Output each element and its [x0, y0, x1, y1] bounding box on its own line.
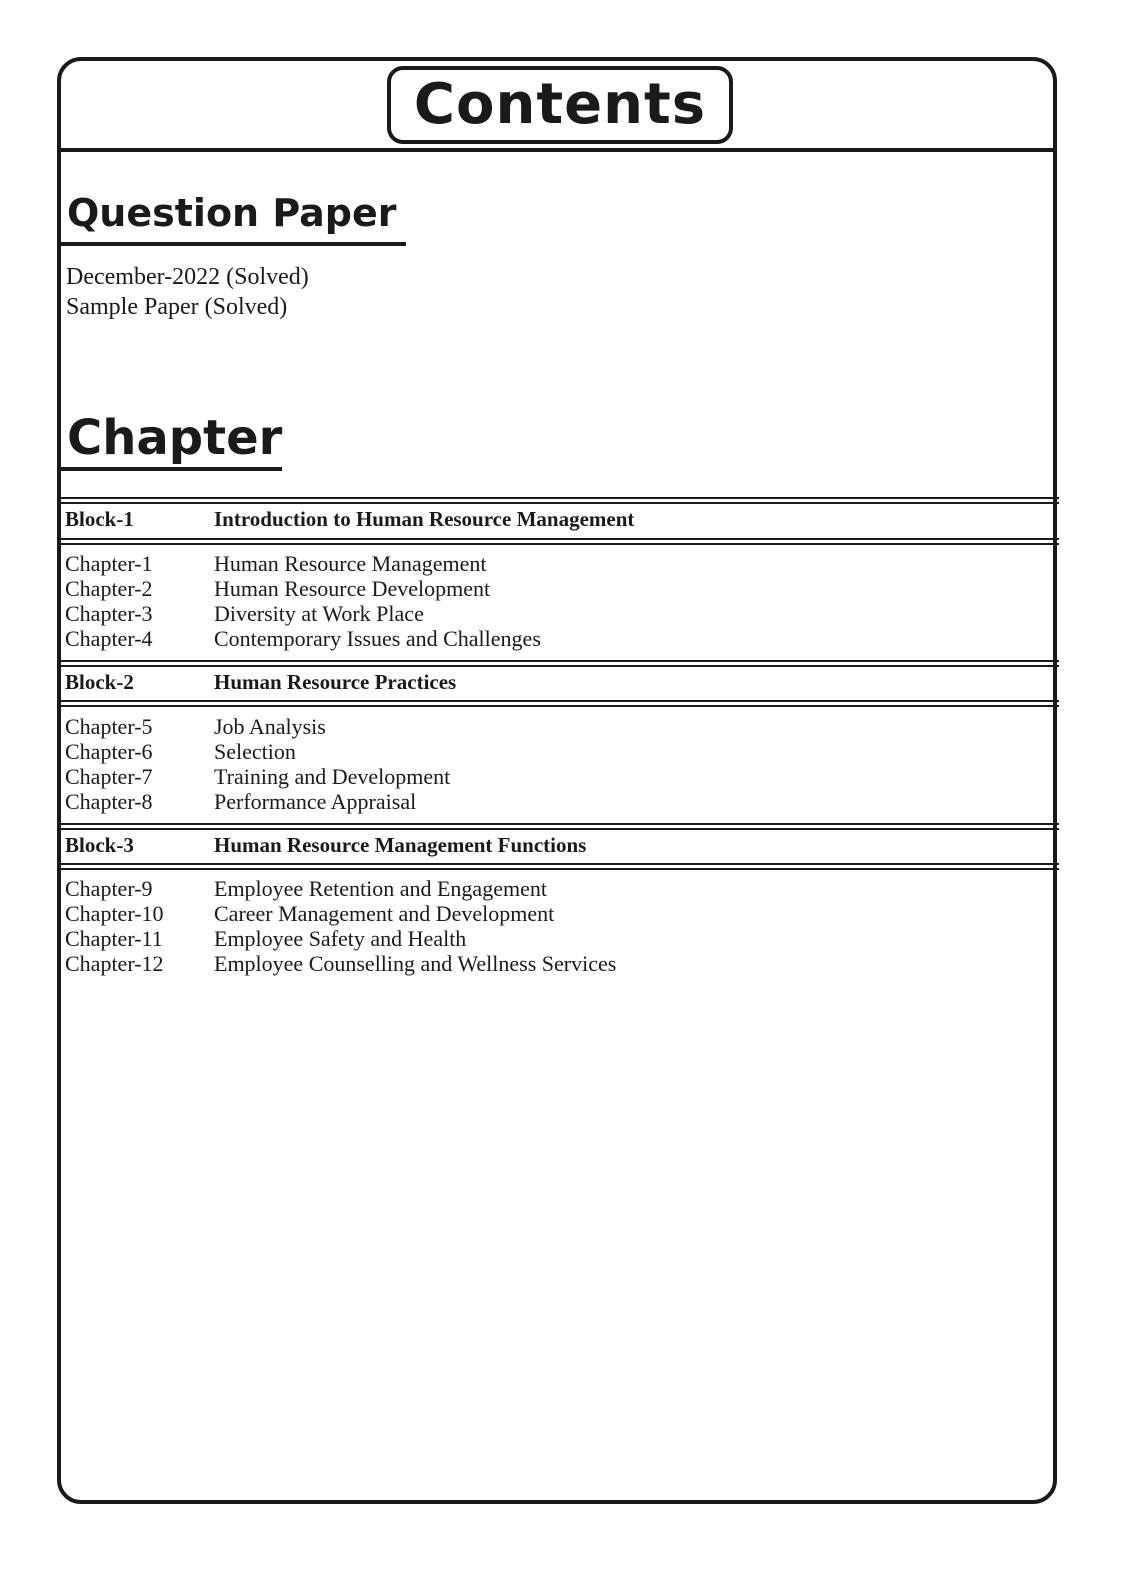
chapter-row[interactable] — [65, 576, 1055, 601]
chapter-underline — [61, 467, 282, 471]
chapter-row[interactable] — [65, 601, 1055, 626]
block-title: Introduction to Human Resource Management — [214, 507, 635, 531]
block-3-row[interactable] — [65, 830, 1055, 860]
chapter-title: Training and Development — [214, 764, 451, 789]
chapter-label: Chapter-9 — [65, 876, 153, 901]
chapter-row[interactable] — [65, 876, 1055, 901]
chapter-row[interactable] — [65, 926, 1055, 951]
block-divider — [61, 700, 1059, 707]
chapter-row[interactable] — [65, 789, 1055, 814]
chapter-label: Chapter-1 — [65, 551, 153, 576]
chapter-label: Chapter-5 — [65, 714, 153, 739]
block-title: Human Resource Practices — [214, 670, 457, 694]
block-2-row[interactable] — [65, 667, 1055, 697]
chapter-title: Employee Safety and Health — [214, 926, 467, 951]
chapter-row[interactable] — [65, 951, 1055, 976]
block-title: Human Resource Management Functions — [214, 833, 587, 857]
chapter-label: Chapter-3 — [65, 601, 153, 626]
chapter-label: Chapter-2 — [65, 576, 153, 601]
chapter-label: Chapter-12 — [65, 951, 164, 976]
chapter-list — [65, 876, 1055, 976]
block-divider — [61, 660, 1059, 667]
chapter-label: Chapter-11 — [65, 926, 163, 951]
title-divider — [61, 148, 1055, 152]
block-label: Block-1 — [65, 507, 134, 531]
block-label: Block-3 — [65, 833, 134, 857]
question-paper-underline — [61, 242, 406, 246]
chapter-label: Chapter-4 — [65, 626, 153, 651]
chapter-row[interactable] — [65, 764, 1055, 789]
chapter-title: Employee Counselling and Wellness Services — [214, 951, 617, 976]
chapter-label: Chapter-10 — [65, 901, 164, 926]
chapter-heading: Chapter — [67, 410, 283, 466]
title-box — [387, 66, 733, 144]
question-paper-item[interactable]: December-2022 (Solved) — [66, 264, 309, 290]
chapter-title: Career Management and Development — [214, 901, 555, 926]
block-divider — [61, 863, 1059, 870]
chapter-title: Contemporary Issues and Challenges — [214, 626, 541, 651]
question-paper-list — [66, 262, 309, 322]
chapter-row[interactable] — [65, 551, 1055, 576]
chapter-title: Employee Retention and Engagement — [214, 876, 547, 901]
chapter-title: Job Analysis — [214, 714, 326, 739]
chapter-row[interactable] — [65, 901, 1055, 926]
chapter-title: Human Resource Development — [214, 576, 491, 601]
block-divider — [61, 538, 1059, 545]
block-divider — [61, 497, 1059, 504]
chapter-title: Performance Appraisal — [214, 789, 417, 814]
chapter-list — [65, 551, 1055, 651]
chapter-label: Chapter-6 — [65, 739, 153, 764]
page-title: Contents — [413, 72, 707, 137]
block-label: Block-2 — [65, 670, 134, 694]
question-paper-heading: Question Paper — [67, 191, 397, 235]
chapter-title: Human Resource Management — [214, 551, 487, 576]
chapter-row[interactable] — [65, 739, 1055, 764]
chapter-row[interactable] — [65, 626, 1055, 651]
block-divider — [61, 823, 1059, 830]
chapter-list — [65, 714, 1055, 814]
chapter-label: Chapter-7 — [65, 764, 153, 789]
block-1-row[interactable] — [65, 504, 1055, 534]
chapter-title: Diversity at Work Place — [214, 601, 424, 626]
chapter-title: Selection — [214, 739, 296, 764]
chapter-row[interactable] — [65, 714, 1055, 739]
question-paper-item[interactable]: Sample Paper (Solved) — [66, 294, 288, 320]
chapter-label: Chapter-8 — [65, 789, 153, 814]
